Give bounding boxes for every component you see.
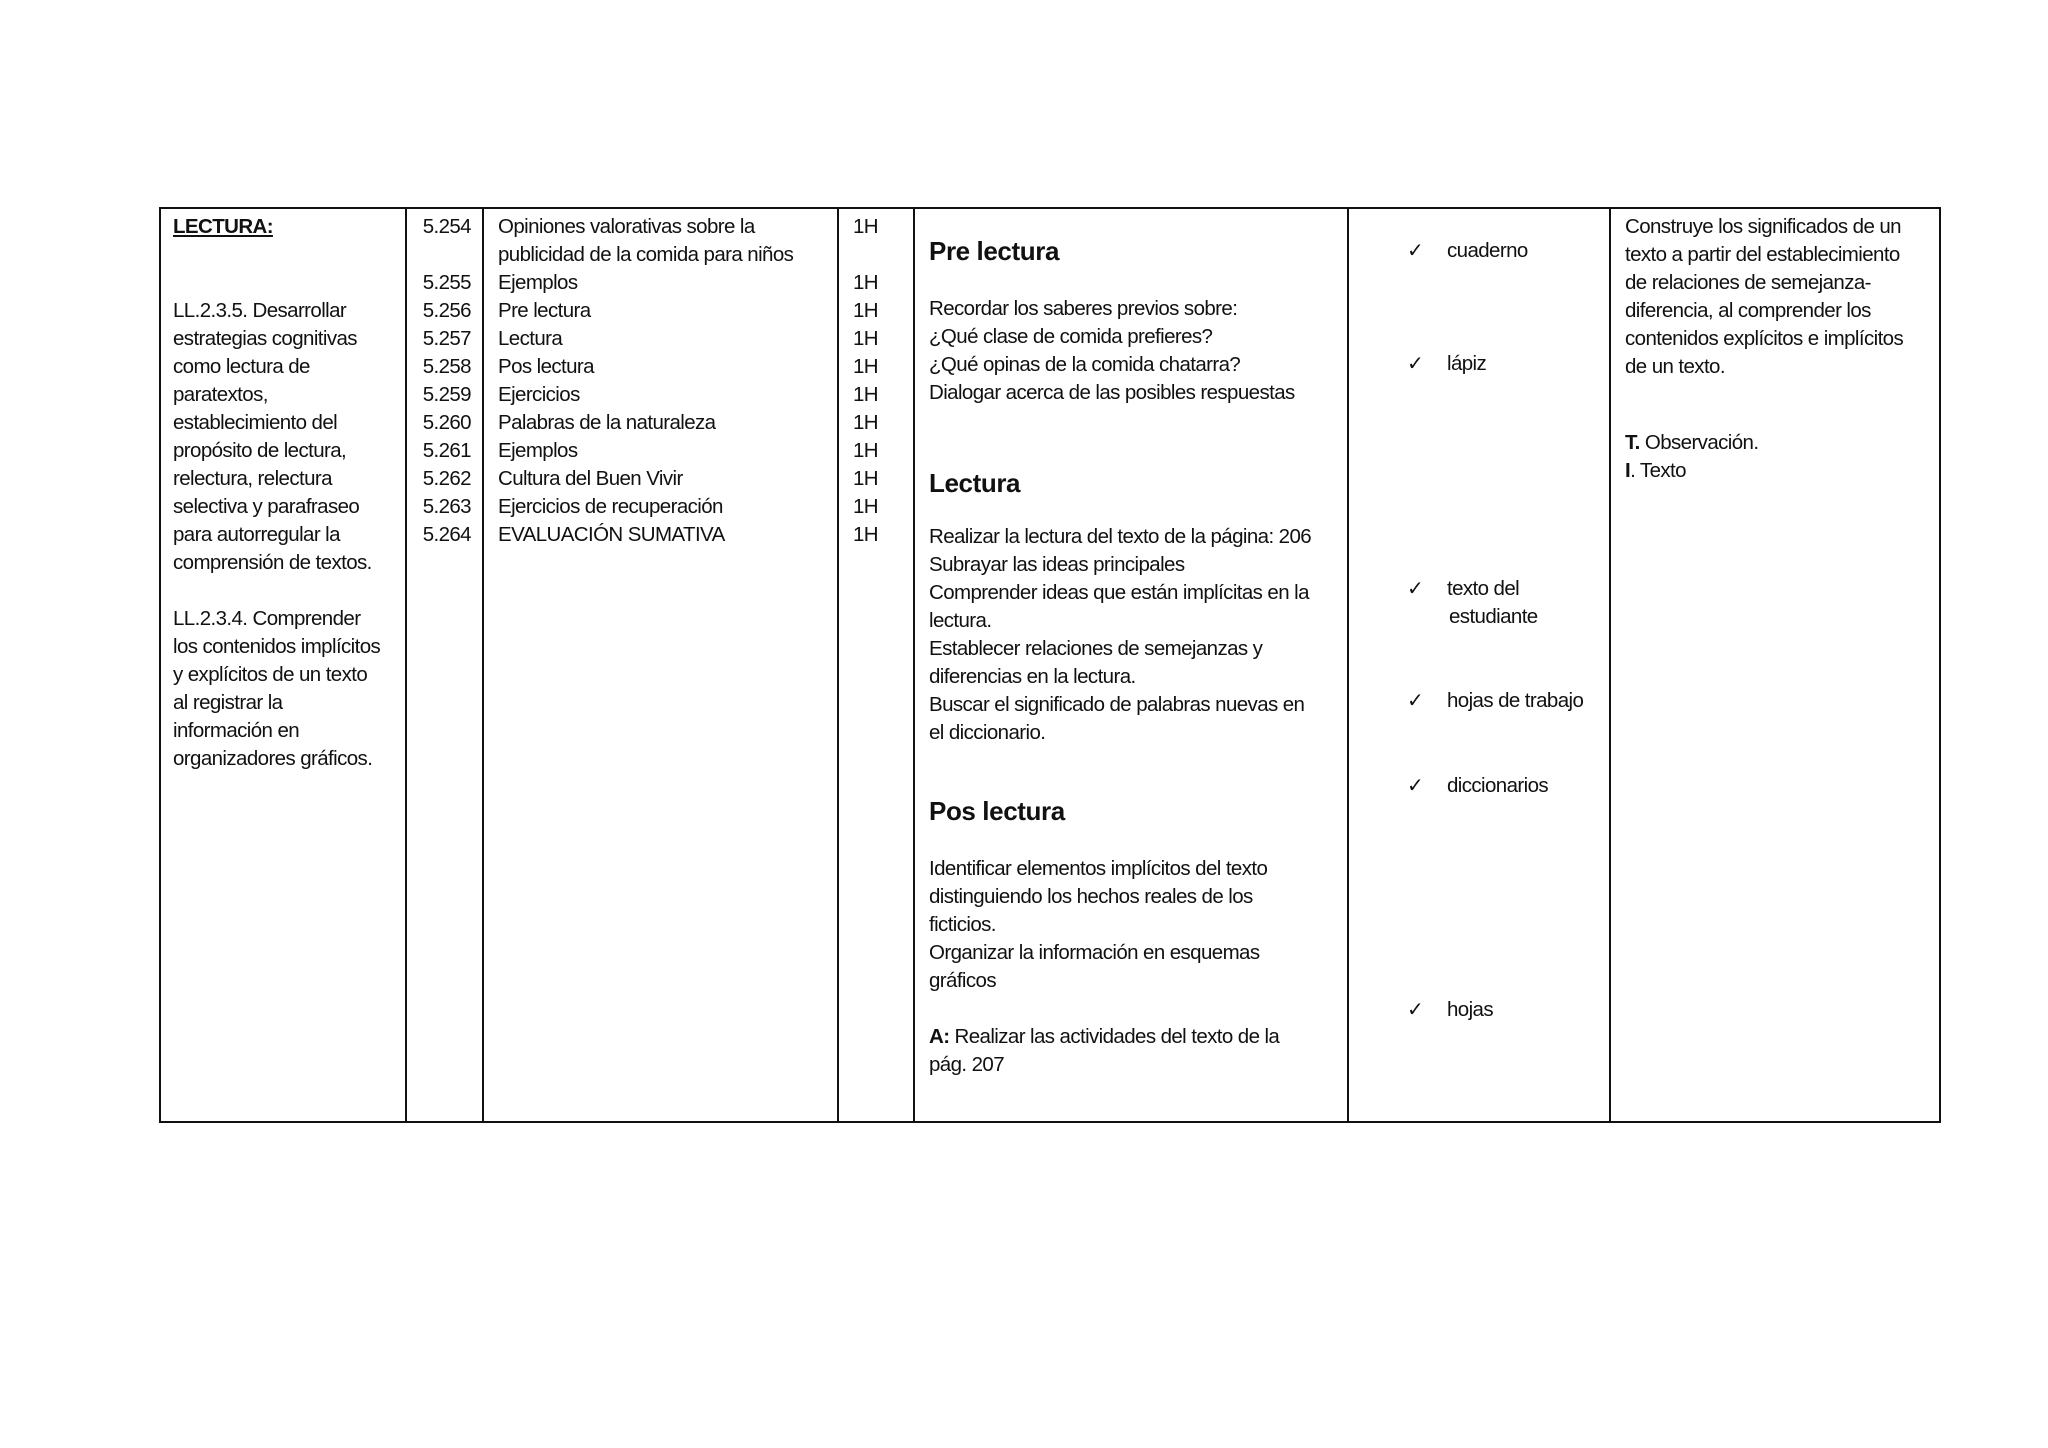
hour-value: 1H bbox=[853, 299, 879, 322]
page-numbers-column bbox=[407, 209, 484, 1121]
page-number-list bbox=[423, 213, 471, 549]
topic-item: Opiniones valorativas sobre la bbox=[498, 215, 755, 238]
topics-column bbox=[484, 209, 839, 1121]
pre-lectura-text: Recordar los saberes previos sobre: ¿Qué clase de comida prefieres? ¿Qué opinas de la comida chatarra? Dialogar acerca de las posibles respuestas bbox=[929, 297, 1295, 404]
evaluation-technique: T. Observación. I. Texto bbox=[1625, 431, 1759, 482]
skill-ll-2-3-4: LL.2.3.4. Comprender los contenidos implícitos y explícitos de un texto al registrar la información en organizadores gráficos. bbox=[173, 607, 381, 770]
page-number: 5.264 bbox=[422, 523, 471, 546]
resource-item: ✓ cuaderno bbox=[1407, 237, 1528, 265]
resource-item: ✓ lápiz bbox=[1407, 350, 1486, 378]
topic-item: Cultura del Buen Vivir bbox=[498, 467, 683, 490]
planning-table bbox=[159, 207, 1941, 1123]
hour-value bbox=[853, 241, 878, 269]
check-icon: ✓ bbox=[1407, 578, 1424, 600]
skills-column bbox=[161, 209, 407, 1121]
hours-column bbox=[839, 209, 915, 1121]
resource-item: ✓ hojas de trabajo bbox=[1407, 687, 1583, 715]
check-icon: ✓ bbox=[1407, 690, 1424, 712]
page-number: 5.263 bbox=[422, 495, 471, 518]
page-number: 5.255 bbox=[422, 271, 471, 294]
hour-value: 1H bbox=[853, 495, 879, 518]
topic-item: Pos lectura bbox=[498, 355, 594, 378]
topic-item: Palabras de la naturaleza bbox=[498, 411, 716, 434]
hours-list bbox=[853, 213, 878, 549]
topic-item: Pre lectura bbox=[498, 299, 591, 322]
hour-value: 1H bbox=[853, 215, 879, 238]
page-number bbox=[423, 241, 471, 269]
hour-value: 1H bbox=[853, 271, 879, 294]
hour-value: 1H bbox=[853, 383, 879, 406]
assignment-text: A: Realizar las actividades del texto de la pág. 207 bbox=[929, 1025, 1280, 1076]
evaluation-criteria: Construye los significados de un texto a partir del establecimiento de relaciones de semejanza- diferencia, al comprender los contenidos explícitos e implícitos de un texto. bbox=[1625, 215, 1904, 378]
topic-item: EVALUACIÓN SUMATIVA bbox=[498, 523, 725, 546]
page-number: 5.259 bbox=[422, 383, 471, 406]
pos-lectura-text: Identificar elementos implícitos del texto distinguiendo los hechos reales de los ficticios. Organizar la información en esquemas gráficos bbox=[929, 857, 1268, 992]
assignment-label: A: bbox=[929, 1025, 950, 1048]
resource-item: ✓ hojas bbox=[1407, 996, 1493, 1024]
skill-ll-2-3-5: LL.2.3.5. Desarrollar estrategias cognitivas como lectura de paratextos, establecimiento del propósito de lectura, relectura, relectura selectiva y parafraseo para autorregular la comprensión de textos. bbox=[173, 299, 372, 574]
page-number: 5.254 bbox=[422, 215, 471, 238]
topic-item: Ejercicios de recuperación bbox=[498, 495, 723, 518]
page-number: 5.260 bbox=[422, 411, 471, 434]
topic-item: Lectura bbox=[498, 327, 563, 350]
hour-value: 1H bbox=[853, 327, 879, 350]
pos-lectura-title: Pos lectura bbox=[929, 796, 1065, 826]
topic-item: Ejemplos bbox=[498, 271, 578, 294]
topic-item: Ejemplos bbox=[498, 439, 578, 462]
resource-item: ✓ diccionarios bbox=[1407, 772, 1548, 800]
hour-value: 1H bbox=[853, 355, 879, 378]
page-number: 5.256 bbox=[422, 299, 471, 322]
check-icon: ✓ bbox=[1407, 999, 1424, 1021]
topic-item: publicidad de la comida para niños bbox=[498, 243, 794, 266]
resources-column bbox=[1349, 209, 1611, 1121]
lectura-text: Realizar la lectura del texto de la página: 206 Subrayar las ideas principales Comprender ideas que están implícitas en la lectura. Establecer relaciones de semejanzas y diferencias en la lectura. Buscar el significado de palabras nuevas en el diccionario. bbox=[929, 525, 1312, 744]
hour-value: 1H bbox=[853, 467, 879, 490]
page-number: 5.258 bbox=[422, 355, 471, 378]
check-icon: ✓ bbox=[1407, 775, 1424, 797]
check-icon: ✓ bbox=[1407, 240, 1424, 262]
section-heading: LECTURA: bbox=[173, 215, 273, 238]
page-number: 5.262 bbox=[422, 467, 471, 490]
topic-item: Ejercicios bbox=[498, 383, 580, 406]
resource-item: ✓ texto del estudiante bbox=[1407, 575, 1538, 631]
pre-lectura-title: Pre lectura bbox=[929, 236, 1060, 266]
page-number: 5.261 bbox=[422, 439, 471, 462]
check-icon: ✓ bbox=[1407, 353, 1424, 375]
lectura-title: Lectura bbox=[929, 468, 1021, 498]
hour-value: 1H bbox=[853, 411, 879, 434]
activities-column bbox=[915, 209, 1349, 1121]
hour-value: 1H bbox=[853, 523, 879, 546]
page-number: 5.257 bbox=[422, 327, 471, 350]
hour-value: 1H bbox=[853, 439, 879, 462]
evaluation-column bbox=[1611, 209, 1939, 1121]
